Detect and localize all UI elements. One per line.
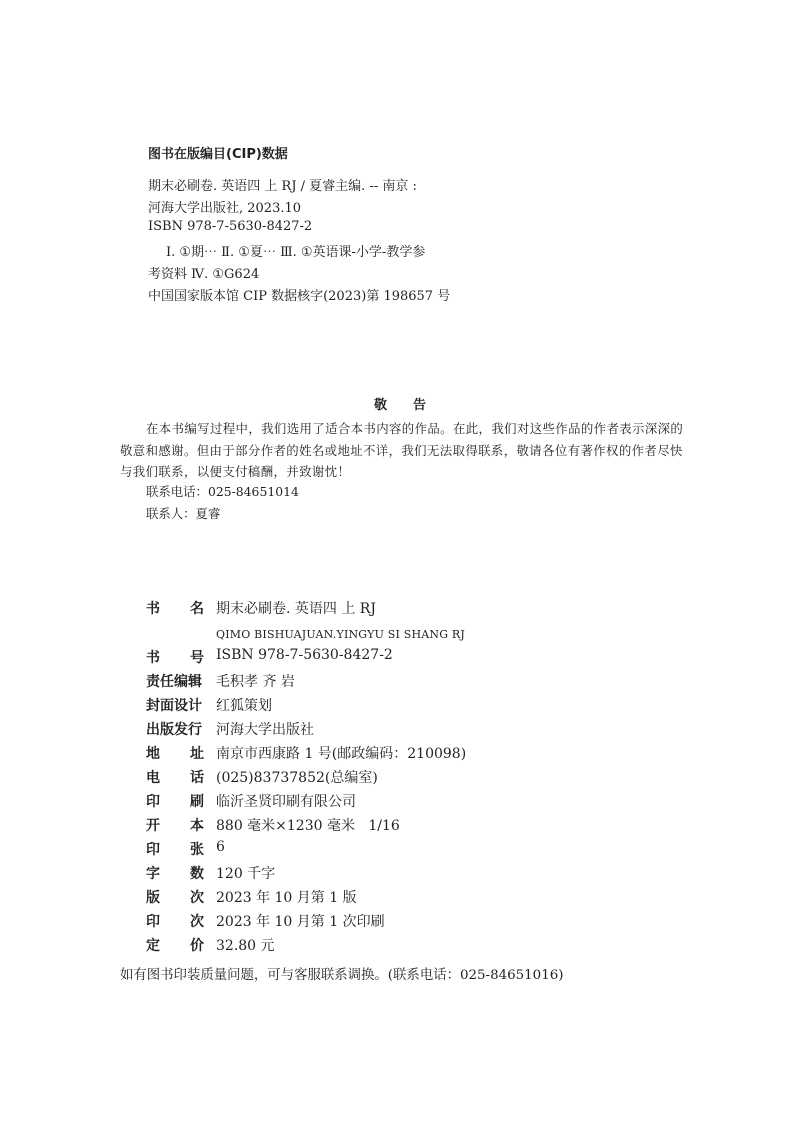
label-word-count: 字 数 <box>146 866 204 882</box>
label-format: 开 本 <box>146 818 204 834</box>
label-printer: 印 刷 <box>146 794 204 810</box>
value-isbn: ISBN 978-7-5630-8427-2 <box>216 647 393 663</box>
cip-line-1: 期末必刷卷. 英语四 上 RJ / 夏睿主编. -- 南京 : <box>148 179 417 194</box>
value-editor: 毛积孝 齐 岩 <box>216 674 295 690</box>
value-address: 南京市西康路 1 号(邮政编码：210098) <box>216 746 467 762</box>
label-isbn: 书 号 <box>146 650 204 666</box>
label-sheets: 印 张 <box>146 842 204 858</box>
label-editor: 责任编辑 <box>146 674 202 690</box>
notice-contact: 联系人：夏睿 <box>146 506 221 521</box>
notice-phone: 联系电话：025-84651014 <box>146 484 299 499</box>
value-word-count: 120 千字 <box>216 866 276 882</box>
label-address: 地 址 <box>146 746 204 762</box>
value-format: 880 毫米×1230 毫米 1/16 <box>216 818 400 834</box>
notice-title: 敬告 <box>373 398 452 413</box>
label-book-title: 书 名 <box>146 601 204 617</box>
cip-line-2: 河海大学出版社, 2023.10 <box>148 201 302 216</box>
value-telephone: (025)83737852(总编室) <box>216 770 378 786</box>
label-cover-design: 封面设计 <box>146 698 202 714</box>
cip-title: 图书在版编目(CIP)数据 <box>148 147 288 162</box>
value-cover-design: 红狐策划 <box>216 698 272 714</box>
value-book-pinyin: QIMO BISHUAJUAN.YINGYU SI SHANG RJ <box>216 628 465 641</box>
notice-paragraph: 在本书编写过程中，我们选用了适合本书内容的作品。在此，我们对这些作品的作者表示深深的敬意和感谢。但由于部分作者的姓名或地址不详，我们无法取得联系，敬请各位有著作权的作者尽快与我们联系，以便支付稿酬，并致谢忱！ <box>120 421 684 479</box>
label-edition: 版 次 <box>146 890 204 906</box>
cip-line-5: 考资料 Ⅳ. ①G624 <box>148 267 260 282</box>
value-book-title: 期末必刷卷. 英语四 上 RJ <box>216 601 376 617</box>
value-edition: 2023 年 10 月第 1 版 <box>216 890 357 906</box>
value-price: 32.80 元 <box>216 938 275 954</box>
cip-line-6: 中国国家版本馆 CIP 数据核字(2023)第 198657 号 <box>148 289 451 304</box>
value-publisher: 河海大学出版社 <box>216 722 314 738</box>
label-price: 定 价 <box>146 938 204 954</box>
value-printer: 临沂圣贤印刷有限公司 <box>216 794 356 810</box>
value-impression: 2023 年 10 月第 1 次印刷 <box>216 914 385 930</box>
value-sheets: 6 <box>216 839 225 855</box>
cip-line-3: ISBN 978-7-5630-8427-2 <box>148 219 313 234</box>
cip-line-4: Ⅰ. ①期⋯ Ⅱ. ①夏⋯ Ⅲ. ①英语课-小学-教学参 <box>166 245 426 260</box>
label-impression: 印 次 <box>146 914 204 930</box>
label-telephone: 电 话 <box>146 770 204 786</box>
label-publisher: 出版发行 <box>146 722 202 738</box>
footer-note: 如有图书印装质量问题，可与客服联系调换。(联系电话：025-84651016) <box>120 968 564 983</box>
